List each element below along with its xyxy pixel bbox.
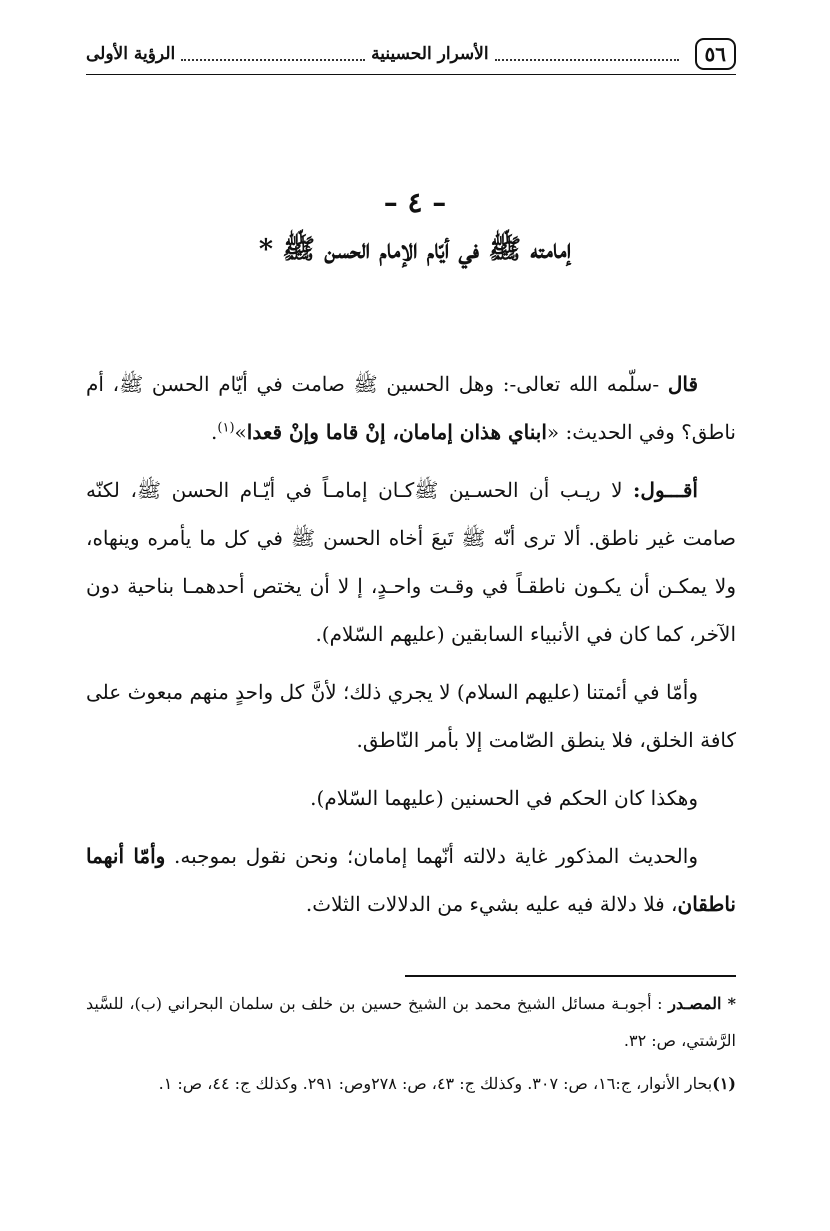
section-title: إمامته ﷺ في أيّام الإمام الحسن ﷺ *	[258, 234, 572, 265]
main-text	[86, 360, 736, 938]
paragraph-text: لا ريـب أن الحسـين ﷺكـان إمامـاً في أيّـام الحسن ﷺ، لكنّه صامت غير ناطق. ألا ترى أنّه ﷺ تَبعَ أخاه الحسن ﷺ في كل ما يأمره وينهاه، ولا يمكـن أن يكـون ناطقـاً في وقـت واحـدٍ، إ لا أن يختص أحدهمـا بناحية دون الآخر، كما كان في الأنبياء السابقين (عليهم السّلام).	[86, 478, 736, 646]
footnote-ref[interactable]: (١)	[217, 420, 235, 436]
paragraph-1	[86, 360, 736, 456]
footnote-label: * المصـدر	[668, 994, 737, 1013]
paragraph-4: وهكذا كان الحكم في الحسنين (عليهما السّلام).	[310, 786, 698, 810]
paragraph-text: -سلّمه الله تعالى-: وهل الحسين ﷺ صامت في أيّام الحسن ﷺ، أم ناطق؟ وفي الحديث: «	[86, 372, 736, 444]
footnote-1	[86, 1065, 736, 1102]
hadith-quote: ابناي هذان إمامان، إنْ قاما وإنْ قعدا	[246, 420, 547, 444]
quote-close: »	[234, 420, 247, 444]
bold-phrase: وأمّا أنهما ناطقان	[86, 844, 736, 916]
paragraph-text: والحديث المذكور غاية دلالته أنّهما إمامان؛ ونحن نقول بموجبه.	[165, 844, 698, 868]
paragraph-label: أقـــول:	[633, 478, 698, 502]
footnote-text: بحار الأنوار، ج:١٦، ص: ٣٠٧. وكذلك ج: ٤٣، ص: ٢٧٨وص: ٢٩١. وكذلك ج: ٤٤، ص: ١.	[158, 1074, 713, 1093]
footnote-text: : أجوبـة مسائل الشيخ محمد بن الشيخ حسين بن خلف بن سلمان البحراني (ب)، للسَّيد الرَّشتي، ص: ٣٢.	[86, 994, 736, 1050]
header-dots	[495, 59, 679, 61]
section-name: الرؤية الأولى	[85, 44, 176, 64]
footnote-label: (١)	[712, 1074, 736, 1093]
paragraph-2	[86, 466, 736, 658]
page-header	[86, 36, 736, 72]
footnotes	[86, 985, 736, 1108]
paragraph-end: ، فلا دلالة فيه عليه بشيء من الدلالات الثلاث.	[305, 892, 678, 916]
section-number: – ٤ –	[383, 186, 447, 219]
footnote-source	[86, 985, 736, 1059]
paragraph-5	[86, 832, 736, 928]
paragraph-label: قال	[667, 372, 698, 396]
paragraph-3: وأمّا في أئمتنا (عليهم السلام) لا يجري ذلك؛ لأنَّ كل واحدٍ منهم مبعوث على كافة الخلق، فلا ينطق الصّامت إلا بأمر النّاطق.	[86, 680, 736, 752]
paragraph-end: .	[211, 420, 218, 444]
header-dots	[181, 59, 365, 61]
footnote-rule	[405, 975, 736, 977]
header-rule	[86, 74, 736, 75]
book-title: الأسرار الحسينية	[371, 44, 489, 64]
page-number: ٥٦	[695, 38, 736, 70]
